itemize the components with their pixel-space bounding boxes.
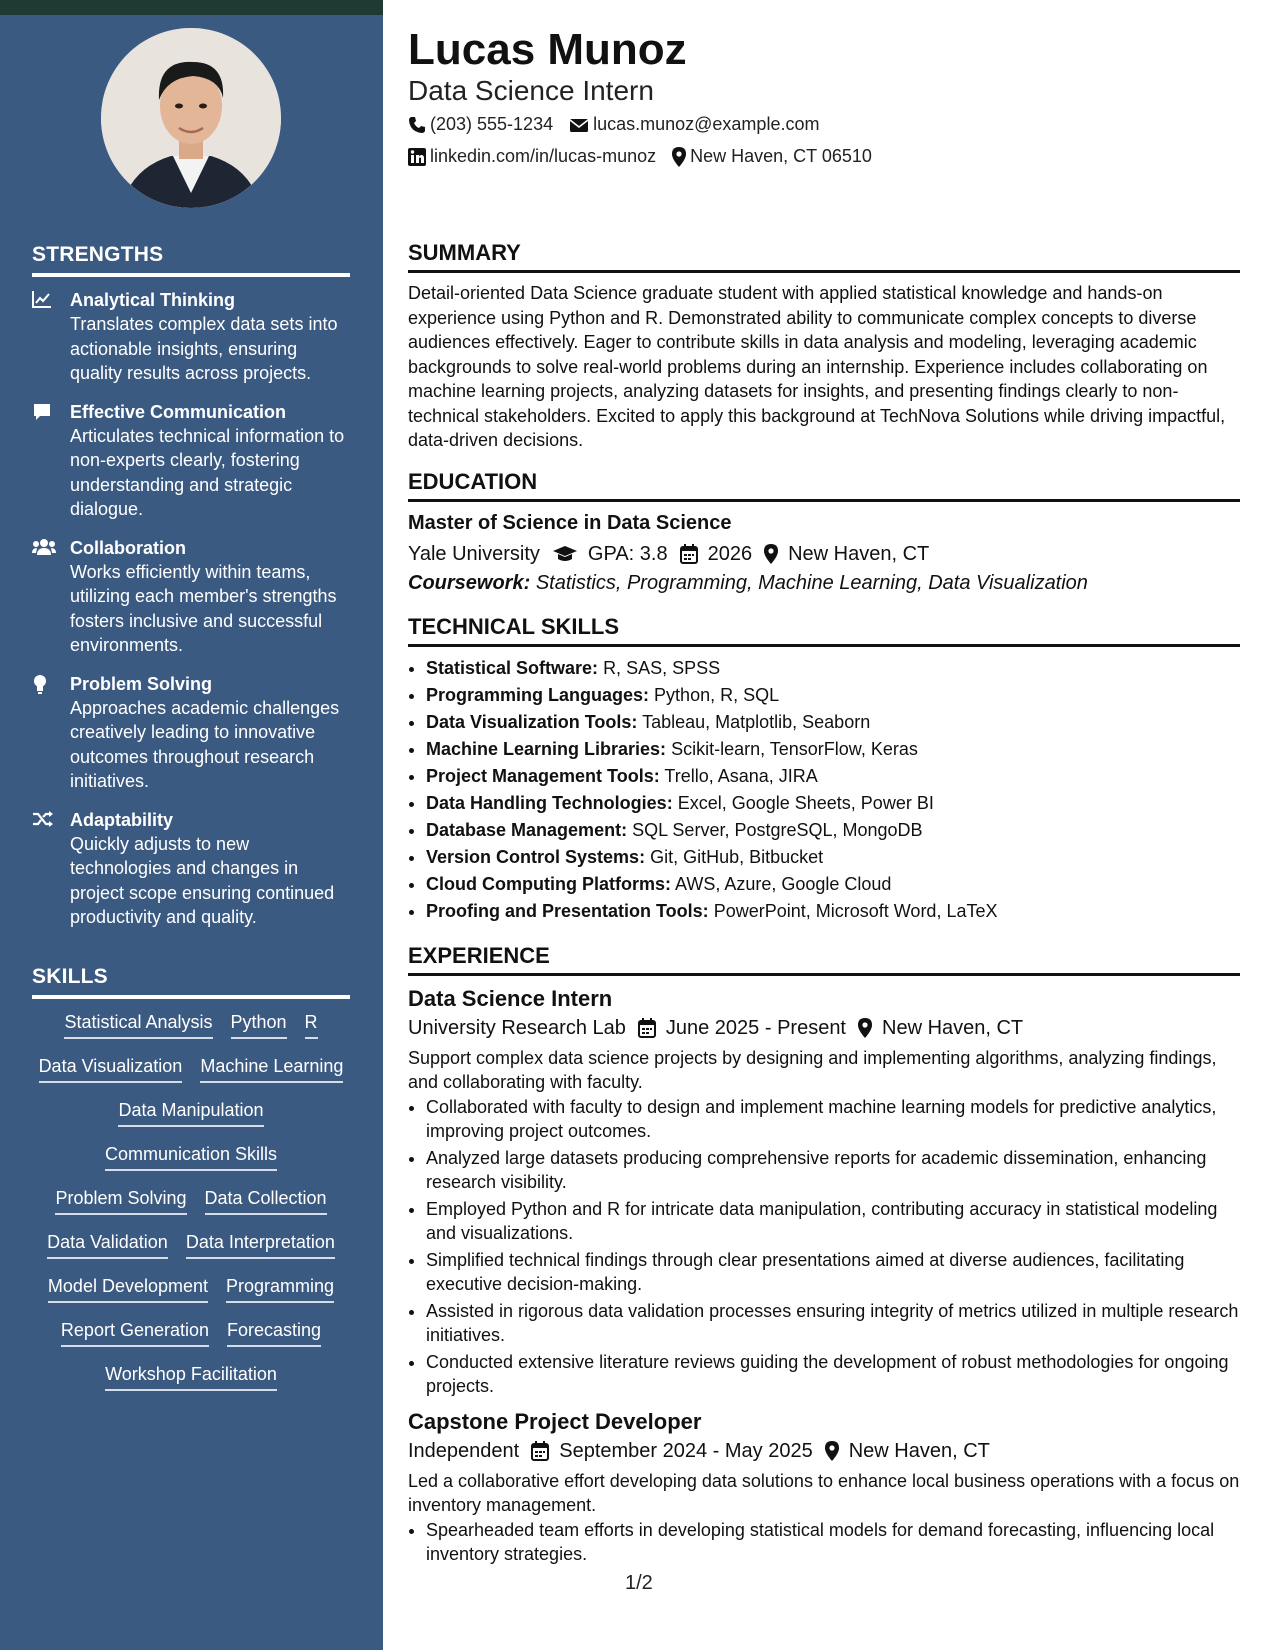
lightbulb-icon xyxy=(32,672,70,794)
job-organization: University Research Lab xyxy=(408,1016,626,1039)
skill-category: Data Handling Technologies: xyxy=(426,792,673,813)
strength-item xyxy=(32,288,352,386)
list-item xyxy=(426,655,1240,682)
map-marker-icon xyxy=(764,544,778,564)
list-item: • Conducted extensive literature reviews guiding the development of robust methodologies for ongoing projects. xyxy=(426,1350,1240,1399)
education-meta xyxy=(408,540,1240,568)
location-text: New Haven, CT 06510 xyxy=(690,146,872,166)
year-item xyxy=(680,540,753,568)
job-description: Support complex data science projects by designing and implementing algorithms, analyzing findings, and collaborating with faculty. xyxy=(408,1047,1217,1092)
skill-category: Statistical Software: xyxy=(426,657,599,678)
graduation-cap-icon xyxy=(552,545,578,563)
list-item: • Collaborated with faculty to design and implement machine learning models for predictive analytics, improving project outcomes. xyxy=(426,1095,1240,1144)
strength-title: Effective Communication xyxy=(70,401,287,422)
map-marker-icon xyxy=(825,1441,839,1461)
strength-description: Articulates technical information to non-experts clearly, fostering understanding and strategic dialogue. xyxy=(70,425,345,519)
strength-item xyxy=(32,808,352,930)
skills-cloud xyxy=(32,1010,350,1391)
strength-title: Adaptability xyxy=(70,809,174,830)
skill-tag: Data Interpretation xyxy=(186,1230,335,1259)
list-item: • Simplified technical findings through clear presentations aimed at diverse audiences, facilitating executive decision-making. xyxy=(426,1248,1240,1297)
skill-tag: Forecasting xyxy=(227,1318,321,1347)
phone-number: (203) 555-1234 xyxy=(430,114,554,134)
job-dates: September 2024 - May 2025 xyxy=(559,1439,813,1462)
job-location-item xyxy=(858,1014,1023,1042)
technical-skills-list xyxy=(408,655,1240,925)
coursework xyxy=(408,568,1240,598)
email-contact[interactable] xyxy=(569,114,819,135)
skill-values: Scikit-learn, TensorFlow, Keras xyxy=(671,738,918,759)
list-item xyxy=(426,736,1240,763)
degree-title: Master of Science in Data Science xyxy=(408,511,732,534)
skill-tag: Data Validation xyxy=(47,1230,168,1259)
skill-category: Cloud Computing Platforms: xyxy=(426,873,671,894)
list-item xyxy=(426,871,1240,898)
linkedin-contact[interactable] xyxy=(408,146,656,167)
strengths-heading: STRENGTHS xyxy=(32,243,350,277)
strength-title: Collaboration xyxy=(70,537,186,558)
users-icon xyxy=(32,536,70,658)
skill-values: AWS, Azure, Google Cloud xyxy=(675,873,892,894)
skill-category: Proofing and Presentation Tools: xyxy=(426,900,709,921)
envelope-icon xyxy=(569,117,589,133)
strength-title: Analytical Thinking xyxy=(70,290,236,310)
contact-row-2 xyxy=(408,146,888,167)
calendar-icon xyxy=(638,1018,656,1038)
shuffle-icon xyxy=(32,808,70,930)
list-item xyxy=(426,763,1240,790)
job-dates-item xyxy=(638,1014,846,1042)
email-address: lucas.munoz@example.com xyxy=(593,114,820,134)
strength-item xyxy=(32,400,352,522)
profile-photo xyxy=(101,28,281,208)
job-meta xyxy=(408,1014,1240,1042)
skill-tag: Problem Solving xyxy=(55,1186,186,1215)
skill-values: R, SAS, SPSS xyxy=(603,657,721,678)
skill-tag: Data Collection xyxy=(205,1186,327,1215)
skill-tag: Report Generation xyxy=(61,1318,209,1347)
skill-values: SQL Server, PostgreSQL, MongoDB xyxy=(632,819,923,840)
gpa-item xyxy=(552,540,668,568)
skill-tag: Programming xyxy=(226,1274,334,1303)
list-item: • Spearheaded team efforts in developing statistical models for demand forecasting, influencing local inventory strategies. xyxy=(426,1518,1240,1567)
job-title: Data Science Intern xyxy=(408,985,613,1011)
chart-line-icon xyxy=(32,288,70,386)
list-item xyxy=(426,709,1240,736)
skill-category: Project Management Tools: xyxy=(426,765,660,786)
linkedin-icon xyxy=(408,148,426,166)
skill-tag: Communication Skills xyxy=(105,1142,277,1171)
list-item xyxy=(426,790,1240,817)
skill-category: Programming Languages: xyxy=(426,684,650,705)
list-item xyxy=(426,682,1240,709)
job-description: Led a collaborative effort developing data solutions to enhance local business operations with a focus on inventory management. xyxy=(408,1470,1240,1515)
skill-tag: R xyxy=(305,1010,318,1039)
candidate-role: Data Science Intern xyxy=(408,75,654,106)
job-location: New Haven, CT xyxy=(882,1016,1024,1039)
skill-category: Version Control Systems: xyxy=(426,846,646,867)
location-contact xyxy=(672,146,872,167)
calendar-icon xyxy=(680,544,698,564)
job-bullets xyxy=(408,1518,1240,1567)
education-location-item xyxy=(764,540,929,568)
list-item: • Assisted in rigorous data validation processes ensuring integrity of metrics utilized in multiple research initiatives. xyxy=(426,1299,1240,1348)
phone-icon xyxy=(408,116,426,134)
education-location: New Haven, CT xyxy=(788,542,930,565)
main-content xyxy=(408,240,1240,1569)
sidebar xyxy=(0,0,383,1650)
page-number: 1/2 xyxy=(625,1572,653,1594)
calendar-icon xyxy=(531,1441,549,1461)
phone-contact[interactable] xyxy=(408,114,553,135)
strengths-list xyxy=(32,288,352,944)
job-dates: June 2025 - Present xyxy=(665,1016,846,1039)
skill-values: PowerPoint, Microsoft Word, LaTeX xyxy=(713,900,998,921)
job-title: Capstone Project Developer xyxy=(408,1408,702,1434)
summary-text: Detail-oriented Data Science graduate student with applied statistical knowledge and hands-on experience using Python and R. Demonstrated ability to communicate complex concepts to diverse audiences effectively. Eager to contribute skills in data analysis and modeling, leveraging academic backgrounds to solve real-world problems during an internship. Experience includes collaborating on machine learning projects, analyzing datasets for insights, and presenting findings clearly to non-technical stakeholders. Excited to apply this background at TechNova Solutions while driving impactful, data-driven decisions. xyxy=(408,283,1226,450)
skill-category: Machine Learning Libraries: xyxy=(426,738,667,759)
strength-item xyxy=(32,536,352,658)
skill-tag: Model Development xyxy=(48,1274,208,1303)
list-item xyxy=(426,898,1240,925)
skill-values: Python, R, SQL xyxy=(654,684,780,705)
strength-title: Problem Solving xyxy=(70,673,213,694)
job-organization: Independent xyxy=(408,1439,520,1462)
skill-category: Database Management: xyxy=(426,819,628,840)
skill-tag: Data Visualization xyxy=(39,1054,183,1083)
skill-tag: Data Manipulation xyxy=(118,1098,263,1127)
list-item xyxy=(426,844,1240,871)
comment-icon xyxy=(32,400,70,522)
map-marker-icon xyxy=(672,147,686,167)
skill-tag: Machine Learning xyxy=(200,1054,343,1083)
education-heading: EDUCATION xyxy=(408,469,1240,502)
job-entry xyxy=(408,984,1240,1399)
graduation-year: 2026 xyxy=(707,542,753,565)
sidebar-top-bar xyxy=(0,0,383,15)
technical-skills-heading: TECHNICAL SKILLS xyxy=(408,614,1240,647)
skill-values: Trello, Asana, JIRA xyxy=(664,765,818,786)
skill-category: Data Visualization Tools: xyxy=(426,711,638,732)
list-item xyxy=(426,817,1240,844)
skill-tag: Workshop Facilitation xyxy=(105,1362,277,1391)
avatar xyxy=(101,28,281,208)
map-marker-icon xyxy=(858,1018,872,1038)
job-entry xyxy=(408,1407,1240,1567)
job-dates-item xyxy=(531,1437,813,1465)
list-item: • Analyzed large datasets producing comprehensive reports for academic dissemination, enhancing research visibility. xyxy=(426,1146,1240,1195)
linkedin-url: linkedin.com/in/lucas-munoz xyxy=(430,146,657,166)
strength-description: Translates complex data sets into actionable insights, ensuring quality results across projects. xyxy=(70,314,338,383)
gpa-text: GPA: 3.8 xyxy=(587,542,668,565)
skill-values: Excel, Google Sheets, Power BI xyxy=(677,792,934,813)
strength-item xyxy=(32,672,352,794)
coursework-label: Coursework: xyxy=(408,571,531,594)
job-location-item xyxy=(825,1437,990,1465)
skill-values: Tableau, Matplotlib, Seaborn xyxy=(642,711,871,732)
job-meta xyxy=(408,1437,1240,1465)
list-item: • Employed Python and R for intricate data manipulation, contributing accuracy in statistical modeling and visualizations. xyxy=(426,1197,1240,1246)
experience-heading: EXPERIENCE xyxy=(408,943,1240,976)
job-location: New Haven, CT xyxy=(848,1439,990,1462)
coursework-list: Statistics, Programming, Machine Learning, Data Visualization xyxy=(535,571,1088,594)
skill-tag: Statistical Analysis xyxy=(64,1010,212,1039)
skill-values: Git, GitHub, Bitbucket xyxy=(650,846,824,867)
strength-description: Works efficiently within teams, utilizing each member's strengths fosters inclusive and successful environments. xyxy=(70,561,337,655)
skills-heading: SKILLS xyxy=(32,965,350,999)
summary-heading: SUMMARY xyxy=(408,240,1240,273)
contact-row-1 xyxy=(408,114,835,135)
strength-description: Quickly adjusts to new technologies and changes in project scope ensuring continued productivity and quality. xyxy=(70,833,335,927)
skill-tag: Python xyxy=(231,1010,287,1039)
school-name: Yale University xyxy=(408,542,540,565)
candidate-name: Lucas Munoz xyxy=(408,25,687,74)
strength-description: Approaches academic challenges creatively leading to innovative outcomes throughout research initiatives. xyxy=(70,697,340,791)
job-bullets xyxy=(408,1095,1240,1399)
